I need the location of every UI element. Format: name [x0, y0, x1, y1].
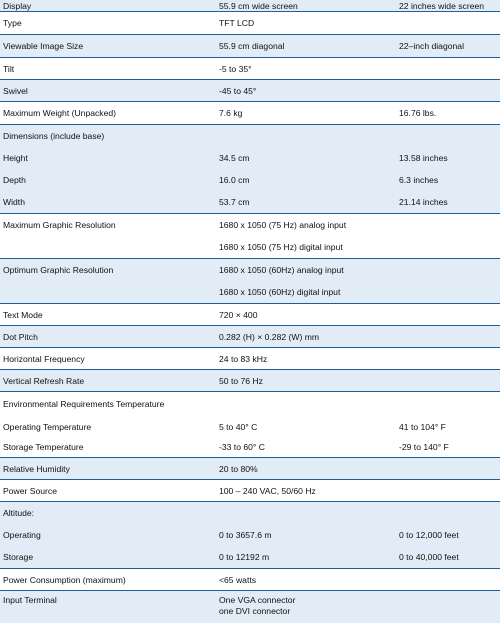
row-value-metric: 0 to 12192 m [219, 552, 270, 562]
row-value-metric: 50 to 76 Hz [219, 375, 263, 386]
row-value-imperial: 22 inches wide screen [399, 1, 485, 11]
row-label: Power Consumption (maximum) [3, 574, 126, 585]
row-value-metric: 0 to 3657.6 m [219, 529, 272, 540]
table-row [0, 304, 500, 326]
table-row [0, 480, 500, 502]
row-value-metric: 5 to 40° C [219, 422, 258, 432]
table-row [0, 436, 500, 458]
row-label: Altitude: [3, 507, 35, 518]
row-value-metric: -5 to 35° [219, 63, 252, 74]
row-value-imperial: 21.14 inches [399, 197, 448, 207]
table-row [0, 0, 500, 12]
table-row [0, 259, 500, 281]
table-row [0, 281, 500, 304]
row-label: Vertical Refresh Rate [3, 375, 85, 386]
row-label: Dot Pitch [3, 331, 38, 342]
row-value-metric: 20 to 80% [219, 463, 258, 474]
row-value-metric: 100 – 240 VAC, 50/60 Hz [219, 485, 316, 496]
table-row [0, 58, 500, 80]
row-value-metric: 34.5 cm [219, 152, 250, 163]
row-label: Swivel [3, 85, 28, 96]
row-label: Dimensions (include base) [3, 130, 105, 141]
row-label: Tilt [3, 63, 15, 74]
table-row [0, 35, 500, 58]
table-row [0, 125, 500, 147]
table-row [0, 147, 500, 169]
table-row [0, 12, 500, 35]
row-label: Operating Temperature [3, 422, 92, 432]
table-row [0, 569, 500, 591]
row-label: Horizontal Frequency [3, 353, 85, 364]
row-value-metric: 0.282 (H) × 0.282 (W) mm [219, 331, 320, 342]
table-row [0, 214, 500, 236]
table-row [0, 236, 500, 259]
row-value-imperial: 13.58 inches [399, 152, 448, 163]
row-value-imperial: 16.76 lbs. [399, 108, 437, 118]
row-value-metric: 24 to 83 kHz [219, 353, 268, 364]
row-label: Display [3, 1, 32, 11]
row-label: Maximum Graphic Resolution [3, 219, 116, 230]
row-value-metric: 1680 x 1050 (60Hz) analog input [219, 264, 344, 275]
table-row [0, 524, 500, 546]
row-label: Relative Humidity [3, 463, 70, 474]
row-label: Optimum Graphic Resolution [3, 264, 114, 275]
row-label: Storage Temperature [3, 441, 84, 452]
row-label: Text Mode [3, 309, 43, 320]
row-label: Maximum Weight (Unpacked) [3, 108, 117, 118]
row-value-metric: 1680 x 1050 (75 Hz) digital input [219, 242, 343, 252]
row-value-imperial: 0 to 40,000 feet [399, 552, 459, 562]
row-label: Input Terminal [3, 595, 57, 605]
row-label: Power Source [3, 485, 57, 496]
row-value-imperial: 6.3 inches [399, 174, 439, 185]
row-label: Viewable Image Size [3, 41, 84, 51]
table-row [0, 326, 500, 348]
row-label: Environmental Requirements Temperature [3, 399, 165, 409]
table-row [0, 392, 500, 414]
row-value-metric: -45 to 45° [219, 85, 257, 96]
row-value-imperial: 0 to 12,000 feet [399, 529, 459, 540]
row-value-metric: One VGA connector one DVI connector [219, 595, 296, 616]
table-row [0, 80, 500, 102]
row-value-metric: 720 × 400 [219, 309, 258, 320]
row-value-metric: 7.6 kg [219, 108, 243, 118]
row-value-metric: -33 to 60° C [219, 441, 265, 452]
table-row [0, 591, 500, 623]
row-value-metric: 55.9 cm wide screen [219, 1, 298, 11]
row-label: Type [3, 18, 22, 28]
table-row [0, 169, 500, 191]
table-row [0, 458, 500, 480]
row-label: Depth [3, 174, 26, 185]
table-row [0, 502, 500, 524]
row-label: Storage [3, 552, 34, 562]
row-label: Operating [3, 529, 41, 540]
row-value-metric: 16.0 cm [219, 174, 250, 185]
table-row [0, 348, 500, 370]
row-value-imperial: 41 to 104° F [399, 422, 446, 432]
row-value-imperial: -29 to 140° F [399, 441, 449, 452]
row-value-metric: 1680 x 1050 (75 Hz) analog input [219, 219, 347, 230]
table-row [0, 414, 500, 436]
row-label: Width [3, 197, 25, 207]
row-value-imperial: 22–inch diagonal [399, 41, 464, 51]
row-value-metric: TFT LCD [219, 18, 255, 28]
row-value-metric: 55.9 cm diagonal [219, 41, 285, 51]
row-value-metric: <65 watts [219, 574, 257, 585]
table-row [0, 370, 500, 392]
row-value-metric: 1680 x 1050 (60Hz) digital input [219, 287, 341, 297]
table-row [0, 546, 500, 569]
table-row [0, 102, 500, 125]
row-label: Height [3, 152, 28, 163]
table-row [0, 191, 500, 214]
row-value-metric: 53.7 cm [219, 197, 250, 207]
